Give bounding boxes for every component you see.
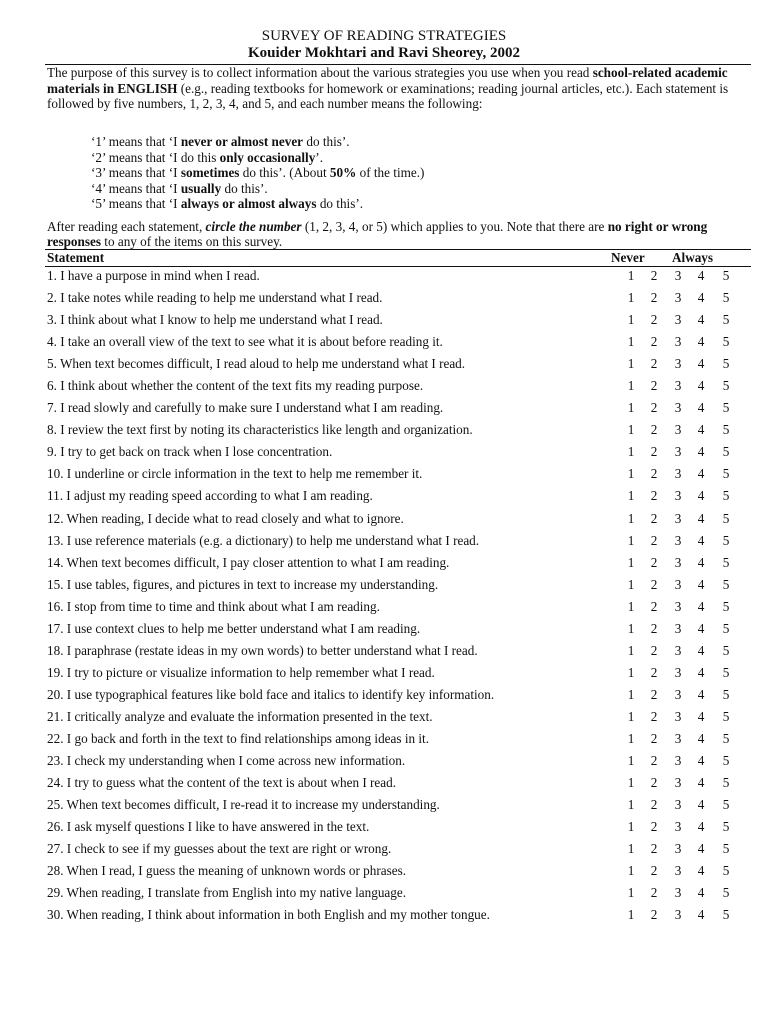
rating-option-4[interactable]: 4 (697, 378, 705, 394)
rating-option-3[interactable]: 3 (674, 642, 682, 658)
rating-option-1[interactable]: 1 (627, 312, 635, 328)
scale-line-2 (91, 150, 691, 166)
rating-option-1[interactable]: 1 (627, 290, 635, 306)
scale-1-bold: never or almost never (180, 134, 304, 149)
survey-item-row (47, 575, 751, 597)
rating-option-4[interactable]: 4 (697, 598, 705, 614)
survey-item-row (47, 486, 751, 508)
rating-option-5[interactable]: 5 (722, 356, 730, 372)
rating-option-2[interactable]: 2 (650, 753, 658, 769)
survey-item-statement: 24. I try to guess what the content of the text is about when I read. (47, 775, 397, 791)
instructions-paragraph (47, 219, 737, 249)
rating-option-1[interactable]: 1 (627, 268, 635, 283)
scale-3-mid: do this’. (About (239, 165, 330, 180)
scale-line-1 (91, 134, 691, 150)
rating-option-1[interactable]: 1 (627, 642, 635, 658)
rating-option-2[interactable]: 2 (650, 664, 658, 680)
rating-option-5[interactable]: 5 (722, 708, 730, 724)
survey-item-statement: 16. I stop from time to time and think about what I am reading. (47, 598, 380, 614)
title-block (0, 28, 768, 62)
rating-option-2[interactable]: 2 (650, 290, 658, 306)
rating-option-3[interactable]: 3 (674, 753, 682, 769)
instructions-no-right-wrong: no right or wrong responses (47, 219, 708, 249)
never-column-header: Never (611, 250, 645, 265)
survey-item-statement: 14. When text becomes difficult, I pay closer attention to what I am reading. (47, 554, 450, 570)
rating-option-2[interactable]: 2 (650, 885, 658, 901)
rating-option-5[interactable]: 5 (722, 312, 730, 328)
rating-option-4[interactable]: 4 (697, 730, 705, 746)
rating-option-5[interactable]: 5 (722, 466, 730, 482)
rating-option-1[interactable]: 1 (627, 488, 635, 504)
instructions-text-3: to any of the items on this survey. (100, 234, 283, 249)
rating-option-4[interactable]: 4 (697, 488, 705, 504)
rating-option-2[interactable]: 2 (650, 863, 658, 879)
rating-option-3[interactable]: 3 (674, 797, 682, 813)
survey-item-statement: 11. I adjust my reading speed according to what I am reading. (47, 488, 373, 504)
rating-option-3[interactable]: 3 (674, 422, 682, 438)
survey-items-list (47, 266, 751, 927)
rating-option-5[interactable]: 5 (722, 598, 730, 614)
rating-option-4[interactable]: 4 (697, 841, 705, 857)
survey-item-statement: 20. I use typographical features like bold face and italics to identify key information. (47, 686, 495, 702)
rating-option-5[interactable]: 5 (722, 334, 730, 350)
scale-5-text: ‘5’ means that ‘I (91, 196, 181, 211)
scale-2-bold: only occasionally (219, 149, 316, 165)
survey-item-row (47, 773, 751, 795)
rating-option-3[interactable]: 3 (674, 885, 682, 901)
rating-option-4[interactable]: 4 (697, 422, 705, 438)
survey-item-statement: 9. I try to get back on track when I lose concentration. (47, 444, 333, 460)
intro-text-2: (e.g., reading textbooks for homework or examinations; reading journal articles, etc.). Each statement is followed by five numbers, 1, 2, 3, 4, and 5, and each number means the following: (47, 80, 729, 111)
survey-item-row (47, 597, 751, 619)
survey-item-row (47, 288, 751, 310)
scale-1-end: do this’. (303, 134, 350, 149)
rating-option-2[interactable]: 2 (650, 708, 658, 724)
rating-option-4[interactable]: 4 (697, 686, 705, 702)
survey-item-row (47, 266, 751, 288)
rating-option-3[interactable]: 3 (674, 488, 682, 504)
rating-option-2[interactable]: 2 (650, 334, 658, 350)
rating-option-1[interactable]: 1 (627, 819, 635, 835)
rating-option-5[interactable]: 5 (722, 444, 730, 460)
survey-item-statement: 8. I review the text first by noting its characteristics like length and organization. (47, 422, 473, 438)
rating-option-3[interactable]: 3 (674, 378, 682, 394)
scale-4-text: ‘4’ means that ‘I (91, 180, 181, 196)
rating-option-4[interactable]: 4 (697, 708, 705, 724)
survey-item-row (47, 905, 751, 927)
rating-option-5[interactable]: 5 (722, 290, 730, 306)
scale-line-5 (91, 196, 691, 212)
scale-1-text: ‘1’ means that ‘I (91, 134, 181, 149)
survey-item-row (47, 861, 751, 883)
rating-option-4[interactable]: 4 (697, 466, 705, 482)
survey-item-statement: 30. When reading, I think about information in both English and my mother tongue. (47, 907, 490, 923)
rating-option-5[interactable]: 5 (722, 378, 730, 394)
survey-item-row (47, 464, 751, 486)
rating-option-5[interactable]: 5 (722, 400, 730, 416)
rating-option-3[interactable]: 3 (674, 907, 682, 923)
rating-option-4[interactable]: 4 (697, 290, 705, 306)
rating-option-1[interactable]: 1 (627, 532, 635, 548)
rating-option-5[interactable]: 5 (722, 268, 730, 283)
always-column-header: Always (672, 250, 714, 265)
scale-3-bold: sometimes (180, 165, 240, 180)
survey-item-row (47, 354, 751, 376)
rating-option-3[interactable]: 3 (674, 863, 682, 879)
rating-option-1[interactable]: 1 (627, 620, 635, 636)
scale-3-end: of the time.) (356, 165, 425, 180)
rating-option-1[interactable]: 1 (627, 907, 635, 923)
rating-option-5[interactable]: 5 (722, 841, 730, 857)
rating-option-2[interactable]: 2 (650, 576, 658, 592)
rating-option-5[interactable]: 5 (722, 907, 730, 923)
survey-item-row (47, 707, 751, 729)
survey-item-statement: 17. I use context clues to help me better understand what I am reading. (47, 620, 421, 636)
survey-item-row (47, 420, 751, 442)
intro-bold: school-related academic materials in ENGLISH (47, 65, 728, 96)
table-header (47, 250, 737, 267)
rating-option-2[interactable]: 2 (650, 730, 658, 746)
rating-option-4[interactable]: 4 (697, 664, 705, 680)
rating-option-2[interactable]: 2 (650, 532, 658, 548)
rating-option-4[interactable]: 4 (697, 356, 705, 372)
rating-option-2[interactable]: 2 (650, 268, 658, 283)
survey-item-statement: 4. I take an overall view of the text to see what it is about before reading it. (47, 334, 443, 350)
survey-item-row (47, 729, 751, 751)
rating-option-5[interactable]: 5 (722, 797, 730, 813)
rating-option-5[interactable]: 5 (722, 730, 730, 746)
rating-option-4[interactable]: 4 (697, 510, 705, 526)
rating-option-4[interactable]: 4 (697, 532, 705, 548)
rating-option-1[interactable]: 1 (627, 753, 635, 769)
rating-option-2[interactable]: 2 (650, 775, 658, 791)
survey-item-statement: 19. I try to picture or visualize information to help remember what I read. (47, 664, 435, 680)
rating-option-5[interactable]: 5 (722, 819, 730, 835)
survey-item-row (47, 310, 751, 332)
rating-option-1[interactable]: 1 (627, 510, 635, 526)
rating-option-4[interactable]: 4 (697, 554, 705, 570)
rating-option-2[interactable]: 2 (650, 686, 658, 702)
rating-option-5[interactable]: 5 (722, 422, 730, 438)
rating-option-3[interactable]: 3 (674, 620, 682, 636)
rating-option-4[interactable]: 4 (697, 444, 705, 460)
rating-option-4[interactable]: 4 (697, 642, 705, 658)
survey-item-statement: 12. When reading, I decide what to read closely and what to ignore. (47, 510, 404, 526)
rating-option-2[interactable]: 2 (650, 466, 658, 482)
rating-option-2[interactable]: 2 (650, 907, 658, 923)
survey-item-row (47, 839, 751, 861)
rating-option-3[interactable]: 3 (674, 532, 682, 548)
rating-option-4[interactable]: 4 (697, 268, 705, 283)
survey-item-row (47, 751, 751, 773)
rating-option-4[interactable]: 4 (697, 797, 705, 813)
rating-option-3[interactable]: 3 (674, 841, 682, 857)
rating-option-4[interactable]: 4 (697, 576, 705, 592)
rating-option-4[interactable]: 4 (697, 819, 705, 835)
rating-option-5[interactable]: 5 (722, 753, 730, 769)
survey-item-statement: 6. I think about whether the content of the text fits my reading purpose. (47, 378, 424, 394)
rating-option-1[interactable]: 1 (627, 775, 635, 791)
scale-5-end: do this’. (316, 196, 364, 211)
rating-option-1[interactable]: 1 (627, 730, 635, 746)
rating-option-2[interactable]: 2 (650, 378, 658, 394)
rating-option-1[interactable]: 1 (627, 334, 635, 350)
survey-item-row (47, 531, 751, 553)
rating-option-1[interactable]: 1 (627, 576, 635, 592)
survey-item-row (47, 332, 751, 354)
rating-option-4[interactable]: 4 (697, 885, 705, 901)
survey-item-row (47, 817, 751, 839)
scale-4-end: do this’. (221, 180, 268, 196)
survey-item-row (47, 553, 751, 575)
rating-option-1[interactable]: 1 (627, 378, 635, 394)
rating-option-5[interactable]: 5 (722, 576, 730, 592)
instructions-text-2: (1, 2, 3, 4, or 5) which applies to you. Note that there are (301, 219, 608, 234)
survey-item-row (47, 619, 751, 641)
rating-option-2[interactable]: 2 (650, 841, 658, 857)
survey-item-statement: 1. I have a purpose in mind when I read. (47, 268, 260, 283)
survey-item-row (47, 509, 751, 531)
rating-option-5[interactable]: 5 (722, 620, 730, 636)
rating-option-5[interactable]: 5 (722, 775, 730, 791)
survey-item-row (47, 376, 751, 398)
rating-option-1[interactable]: 1 (627, 356, 635, 372)
rating-option-1[interactable]: 1 (627, 686, 635, 702)
rating-option-2[interactable]: 2 (650, 620, 658, 636)
scale-2-end: ’. (315, 149, 323, 165)
survey-item-statement: 26. I ask myself questions I like to have answered in the text. (47, 819, 370, 835)
rating-option-1[interactable]: 1 (627, 841, 635, 857)
survey-item-statement: 5. When text becomes difficult, I read aloud to help me understand what I read. (47, 356, 466, 372)
rating-option-1[interactable]: 1 (627, 797, 635, 813)
rating-option-1[interactable]: 1 (627, 422, 635, 438)
scale-2-text: ‘2’ means that ‘I do this (91, 149, 220, 165)
intro-paragraph (47, 65, 737, 112)
rating-option-3[interactable]: 3 (674, 775, 682, 791)
survey-item-statement: 27. I check to see if my guesses about the text are right or wrong. (47, 841, 392, 857)
rating-option-1[interactable]: 1 (627, 466, 635, 482)
survey-authors: Kouider Mokhtari and Ravi Sheorey, 2002 (248, 45, 520, 61)
rating-option-4[interactable]: 4 (697, 334, 705, 350)
rating-option-2[interactable]: 2 (650, 554, 658, 570)
rating-option-4[interactable]: 4 (697, 907, 705, 923)
intro-text-1: The purpose of this survey is to collect information about the various strategies you use when you read (47, 65, 593, 80)
rating-option-5[interactable]: 5 (722, 642, 730, 658)
rating-option-3[interactable]: 3 (674, 268, 682, 283)
rating-option-5[interactable]: 5 (722, 885, 730, 901)
survey-item-row (47, 883, 751, 905)
survey-item-statement: 21. I critically analyze and evaluate the information presented in the text. (47, 708, 433, 724)
scale-3-text: ‘3’ means that ‘I (91, 165, 181, 180)
rating-option-4[interactable]: 4 (697, 753, 705, 769)
survey-title: SURVEY OF READING STRATEGIES (261, 28, 507, 44)
instructions-circle-number: circle the number (205, 219, 302, 234)
rating-option-4[interactable]: 4 (697, 620, 705, 636)
rating-option-2[interactable]: 2 (650, 598, 658, 614)
survey-item-statement: 23. I check my understanding when I come across new information. (47, 753, 406, 769)
survey-item-statement: 3. I think about what I know to help me understand what I read. (47, 312, 383, 328)
survey-item-row (47, 641, 751, 663)
rating-option-1[interactable]: 1 (627, 863, 635, 879)
rating-option-2[interactable]: 2 (650, 444, 658, 460)
survey-item-row (47, 398, 751, 420)
scale-line-4 (91, 181, 691, 197)
rating-option-3[interactable]: 3 (674, 312, 682, 328)
rating-option-5[interactable]: 5 (722, 863, 730, 879)
scale-5-bold: always or almost always (180, 196, 317, 211)
rating-option-1[interactable]: 1 (627, 664, 635, 680)
rating-option-3[interactable]: 3 (674, 686, 682, 702)
rating-option-2[interactable]: 2 (650, 642, 658, 658)
rating-option-3[interactable]: 3 (674, 466, 682, 482)
survey-item-statement: 25. When text becomes difficult, I re-read it to increase my understanding. (47, 797, 440, 813)
survey-item-statement: 28. When I read, I guess the meaning of unknown words or phrases. (47, 863, 407, 879)
scale-4-bold: usually (180, 180, 222, 196)
rating-option-4[interactable]: 4 (697, 312, 705, 328)
survey-item-statement: 7. I read slowly and carefully to make sure I understand what I am reading. (47, 400, 444, 416)
rating-option-3[interactable]: 3 (674, 708, 682, 724)
survey-item-statement: 29. When reading, I translate from English into my native language. (47, 885, 407, 901)
rating-option-5[interactable]: 5 (722, 532, 730, 548)
rating-option-3[interactable]: 3 (674, 400, 682, 416)
survey-item-row (47, 442, 751, 464)
rating-option-5[interactable]: 5 (722, 664, 730, 680)
rating-option-5[interactable]: 5 (722, 488, 730, 504)
rating-option-4[interactable]: 4 (697, 775, 705, 791)
rating-option-1[interactable]: 1 (627, 708, 635, 724)
rating-option-2[interactable]: 2 (650, 422, 658, 438)
scale-line-3 (91, 165, 691, 181)
rating-option-3[interactable]: 3 (674, 664, 682, 680)
rating-option-3[interactable]: 3 (674, 554, 682, 570)
rating-option-1[interactable]: 1 (627, 598, 635, 614)
scale-3-percent: 50% (329, 165, 357, 180)
rating-option-3[interactable]: 3 (674, 334, 682, 350)
survey-item-statement: 2. I take notes while reading to help me understand what I read. (47, 290, 383, 306)
rating-option-2[interactable]: 2 (650, 400, 658, 416)
rating-option-2[interactable]: 2 (650, 356, 658, 372)
rating-option-5[interactable]: 5 (722, 686, 730, 702)
rating-option-1[interactable]: 1 (627, 400, 635, 416)
rating-option-4[interactable]: 4 (697, 400, 705, 416)
rating-option-3[interactable]: 3 (674, 444, 682, 460)
survey-item-row (47, 795, 751, 817)
rating-option-3[interactable]: 3 (674, 510, 682, 526)
rating-option-3[interactable]: 3 (674, 356, 682, 372)
survey-item-statement: 13. I use reference materials (e.g. a dictionary) to help me understand what I read. (47, 532, 480, 548)
rating-option-1[interactable]: 1 (627, 885, 635, 901)
rating-option-5[interactable]: 5 (722, 510, 730, 526)
instructions-text-1: After reading each statement, (47, 219, 206, 234)
rating-option-4[interactable]: 4 (697, 863, 705, 879)
rating-option-3[interactable]: 3 (674, 730, 682, 746)
rating-option-3[interactable]: 3 (674, 598, 682, 614)
rating-option-2[interactable]: 2 (650, 488, 658, 504)
rating-option-2[interactable]: 2 (650, 819, 658, 835)
survey-item-row (47, 663, 751, 685)
rating-option-2[interactable]: 2 (650, 312, 658, 328)
rating-scale-legend (91, 134, 691, 212)
rating-option-3[interactable]: 3 (674, 290, 682, 306)
rating-option-2[interactable]: 2 (650, 510, 658, 526)
survey-item-statement: 18. I paraphrase (restate ideas in my own words) to better understand what I read. (47, 642, 478, 658)
rating-option-5[interactable]: 5 (722, 554, 730, 570)
rating-option-1[interactable]: 1 (627, 444, 635, 460)
rating-option-1[interactable]: 1 (627, 554, 635, 570)
survey-item-statement: 15. I use tables, figures, and pictures in text to increase my understanding. (47, 576, 439, 592)
rating-option-2[interactable]: 2 (650, 797, 658, 813)
survey-item-statement: 10. I underline or circle information in the text to help me remember it. (47, 466, 423, 482)
statement-column-header: Statement (47, 250, 105, 265)
rating-option-3[interactable]: 3 (674, 576, 682, 592)
survey-item-row (47, 685, 751, 707)
survey-item-statement: 22. I go back and forth in the text to find relationships among ideas in it. (47, 730, 429, 746)
rating-option-3[interactable]: 3 (674, 819, 682, 835)
